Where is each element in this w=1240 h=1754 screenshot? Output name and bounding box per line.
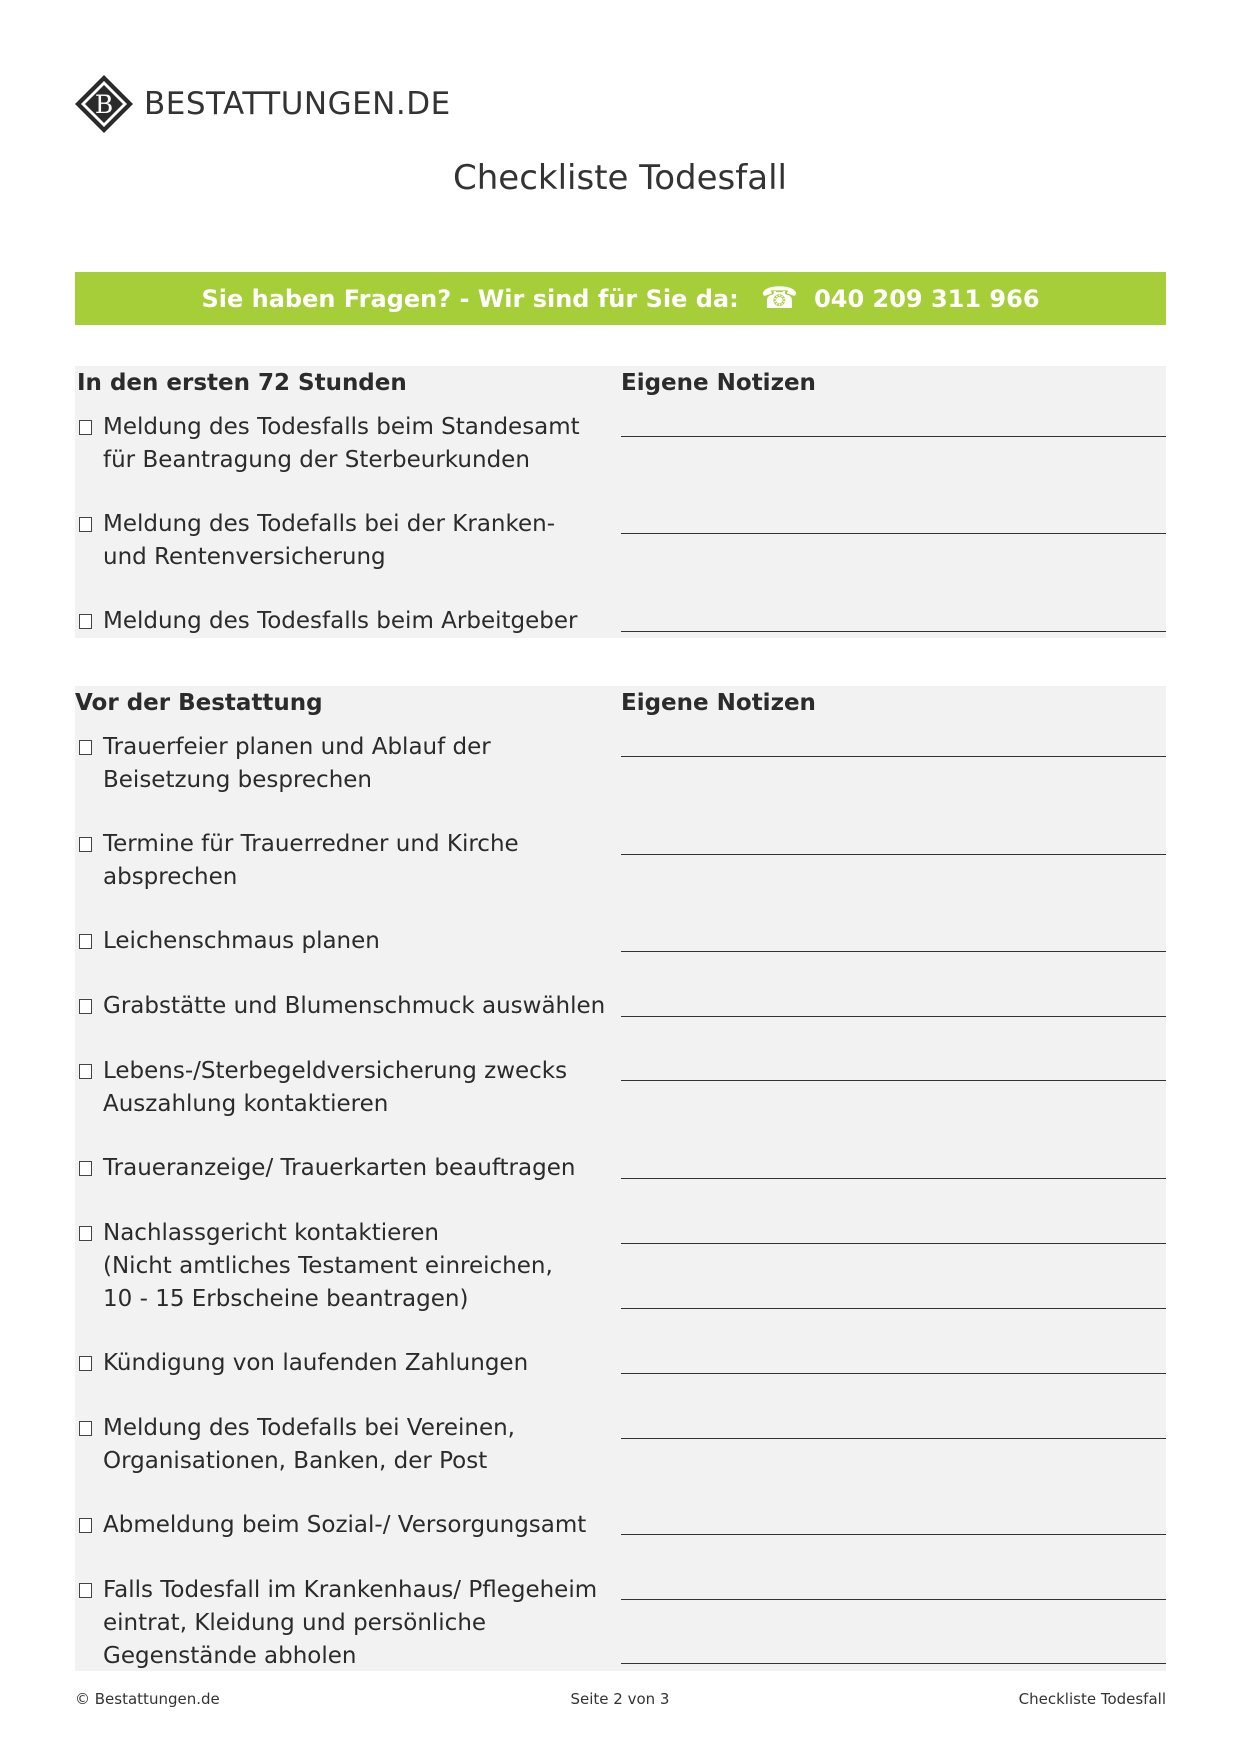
checkbox[interactable] (79, 740, 92, 755)
item-text: Grabstätte und Blumenschmuck auswählen (103, 993, 606, 1019)
note-line[interactable] (621, 1534, 1166, 1535)
checkbox[interactable] (79, 1356, 92, 1371)
checkbox[interactable] (79, 934, 92, 949)
section-first-72-hours (75, 366, 1166, 638)
note-line[interactable] (621, 951, 1166, 952)
item-text: Traueranzeige/ Trauerkarten beauftragen (103, 1155, 576, 1181)
item-text: Leichenschmaus planen (103, 928, 380, 954)
page-title: Checkliste Todesfall (453, 158, 787, 198)
notes-heading: Eigene Notizen (621, 690, 816, 716)
checkbox[interactable] (79, 614, 92, 629)
logo-diamond-icon (74, 74, 134, 134)
footer-copyright: © Bestattungen.de (75, 1690, 220, 1708)
item-text: Kündigung von laufenden Zahlungen (103, 1350, 529, 1376)
footer-doc-title: Checkliste Todesfall (1018, 1690, 1166, 1708)
notes-heading: Eigene Notizen (621, 370, 816, 396)
checkbox[interactable] (79, 1064, 92, 1079)
item-text: Nachlassgericht kontaktieren (Nicht amtliches Testament einreichen, 10 - 15 Erbscheine beantragen) (103, 1220, 553, 1312)
note-line[interactable] (621, 1178, 1166, 1179)
logo (74, 74, 451, 134)
phone-icon: ☎ (760, 281, 799, 316)
item-text: Meldung des Todesfalls beim Standesamt für Beantragung der Sterbeurkunden (103, 414, 580, 473)
checkbox[interactable] (79, 837, 92, 852)
item-text: Meldung des Todesfalls beim Arbeitgeber (103, 608, 578, 634)
help-banner (75, 272, 1166, 325)
checkbox[interactable] (79, 1518, 92, 1533)
checkbox[interactable] (79, 1421, 92, 1436)
checkbox[interactable] (79, 1226, 92, 1241)
note-line[interactable] (621, 1308, 1166, 1309)
note-line[interactable] (621, 533, 1166, 534)
checkbox[interactable] (79, 420, 92, 435)
item-text: Lebens-/Sterbegeldversicherung zwecks Auszahlung kontaktieren (103, 1058, 568, 1117)
item-text: Meldung des Todefalls bei der Kranken- und Rentenversicherung (103, 511, 556, 570)
note-line[interactable] (621, 1080, 1166, 1081)
checkbox[interactable] (79, 1161, 92, 1176)
note-line[interactable] (621, 1663, 1166, 1664)
phone-number[interactable]: 040 209 311 966 (814, 284, 1040, 313)
note-line[interactable] (621, 1016, 1166, 1017)
checkbox[interactable] (79, 999, 92, 1014)
item-text: Falls Todesfall im Krankenhaus/ Pflegeheim eintrat, Kleidung und persönliche Gegenstände abholen (103, 1577, 598, 1669)
item-text: Abmeldung beim Sozial-/ Versorgungsamt (103, 1512, 587, 1538)
note-line[interactable] (621, 756, 1166, 757)
section-heading: Vor der Bestattung (75, 690, 323, 716)
checkbox[interactable] (79, 517, 92, 532)
checkbox[interactable] (79, 1583, 92, 1598)
item-text: Meldung des Todefalls bei Vereinen, Organisationen, Banken, der Post (103, 1415, 515, 1474)
item-text: Trauerfeier planen und Ablauf der Beisetzung besprechen (103, 734, 491, 793)
item-text: Termine für Trauerredner und Kirche absprechen (103, 831, 519, 890)
logo-text: BESTATTUNGEN.DE (144, 86, 451, 122)
note-line[interactable] (621, 854, 1166, 855)
note-line[interactable] (621, 631, 1166, 632)
banner-text: Sie haben Fragen? - Wir sind für Sie da: (201, 284, 739, 313)
logo-letter: B (94, 90, 114, 119)
section-before-burial (75, 686, 1166, 1671)
note-line[interactable] (621, 1438, 1166, 1439)
note-line[interactable] (621, 1243, 1166, 1244)
section-heading: In den ersten 72 Stunden (77, 370, 407, 396)
note-line[interactable] (621, 1373, 1166, 1374)
note-line[interactable] (621, 1599, 1166, 1600)
note-line[interactable] (621, 436, 1166, 437)
footer-page-number: Seite 2 von 3 (570, 1690, 670, 1708)
